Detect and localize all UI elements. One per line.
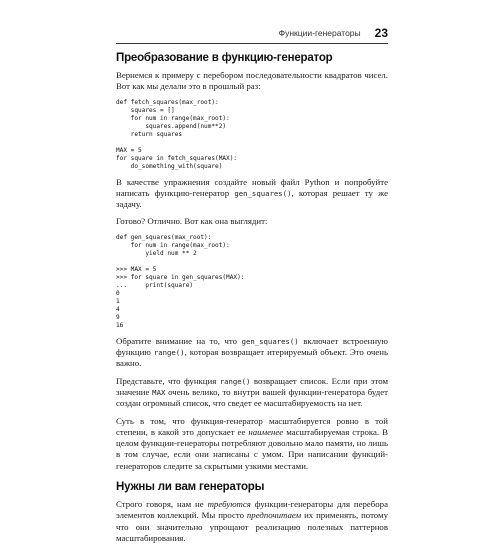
inline-code: range() (153, 348, 185, 358)
emphasis: наименее (248, 426, 284, 437)
text-span: Строго говоря, нам не (116, 499, 208, 510)
page-number: 23 (374, 26, 388, 40)
scalability-paragraph (116, 416, 388, 472)
text-span: , которая возвращает итерируемый объект. Это очень важно. (116, 347, 388, 369)
list-paragraph (116, 376, 388, 410)
intro-paragraph: Вернемся к примеру с перебором последовательности квадратов чисел. Вот как мы делали это в прошлый раз: (116, 70, 388, 92)
note-range-paragraph (116, 336, 388, 370)
text-span: , которая решает ту же задачу. (116, 187, 388, 210)
need-generators-paragraph (116, 499, 388, 544)
text-span: включает встроенную функцию (116, 335, 388, 358)
text-span: Обратите внимание на то, что (116, 335, 242, 346)
exercise-paragraph (116, 177, 388, 211)
text-span: функции-генераторы для перебора элементов коллекций. Мы просто (116, 499, 388, 521)
inline-code: MAX (152, 387, 166, 397)
running-header-title: Функции-генераторы (278, 28, 361, 38)
inline-code: gen_squares() (234, 188, 292, 198)
ready-paragraph: Готово? Отлично. Вот как она выглядит: (116, 216, 268, 227)
text-span: Представьте, что функция (116, 375, 220, 386)
inline-code: gen_squares() (241, 336, 299, 346)
text-span: масштабируемая строка. В целом функции-генераторы потребляют довольно мало памяти, но лишь в том случае, если они написаны с умом. При написании функций-генераторов следите за скрытыми узкими местами. (116, 426, 388, 471)
emphasis: требуются (207, 499, 251, 510)
text-span: очень велико, то внутри вашей функции-генератора будет создан огромный список, что сведет ее масштабируемость на нет. (116, 386, 388, 409)
emphasis: предпочитаем (246, 510, 302, 521)
section-heading-convert: Преобразование в функцию-генератор (116, 52, 333, 64)
text-span: В качестве упражнения создайте новый файл Python и попробуйте написать функцию-генератор (116, 176, 388, 198)
inline-code: range() (219, 376, 251, 386)
code-block-gen-squares: def gen_squares(max_root): for num in range(max_root): yield num ** 2 >>> MAX = 5 >>> for square in gen_squares(MAX): ... print(square) 0 1 4 9 16 (116, 233, 245, 329)
running-header (116, 26, 388, 44)
text-span: Суть в том, что функция-генератор масштабируется ровно в той степени, в какой это допускает ее (116, 415, 388, 437)
section-heading-need-generators: Нужны ли вам генераторы (116, 481, 265, 494)
page-content (116, 52, 388, 550)
text-span: их применять, потому что они значительно упрощают реализацию полезных паттернов масштабирования. (116, 510, 388, 543)
text-span: возвращает список. Если при этом значение (116, 375, 389, 397)
code-block-fetch-squares: def fetch_squares(max_root): squares = [] for num in range(max_root): squares.append(num**2) return squares MAX = 5 for square in fetch_squares(MAX): do_something_with(square) (116, 98, 238, 170)
